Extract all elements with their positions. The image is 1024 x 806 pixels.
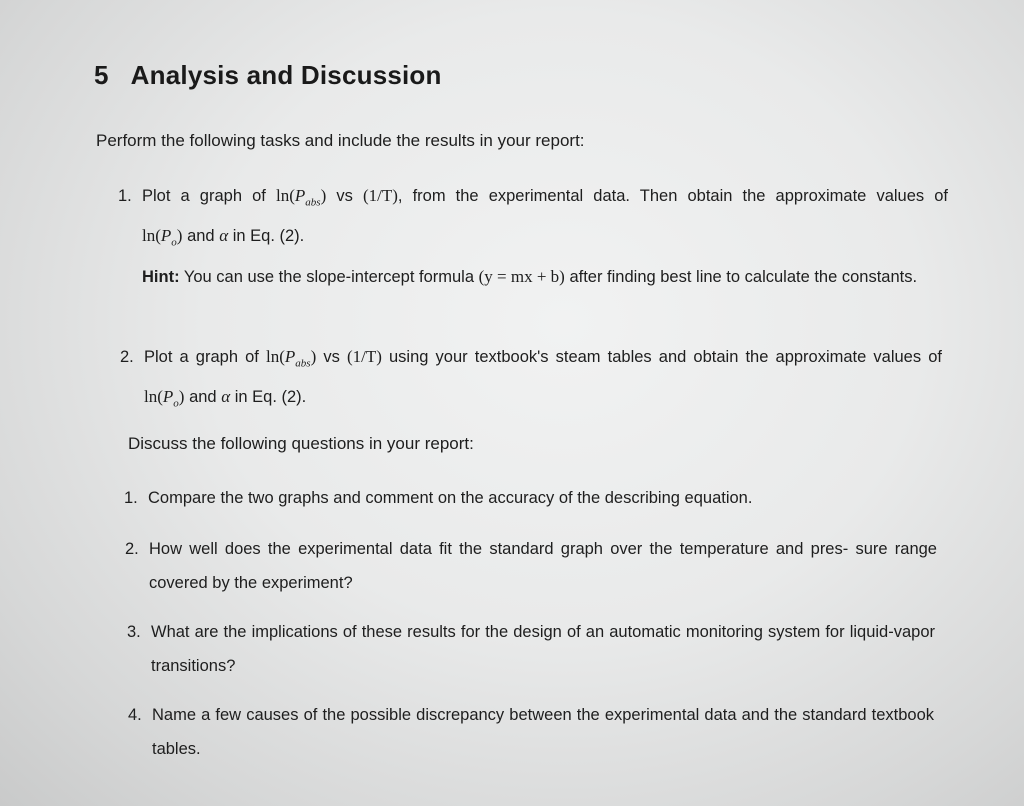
hint-block [142, 260, 942, 294]
math-ln-po: $\ln(P_o)$ [144, 387, 185, 410]
hint-text: You can use the slope-intercept formula [183, 267, 475, 286]
question-number: 3. [127, 623, 141, 641]
task-text: and [189, 388, 217, 407]
question-number: 2. [125, 540, 139, 558]
math-ln-po: $\ln(P_o)$ [142, 226, 183, 249]
task-text: vs [323, 348, 340, 366]
math-inv-t: (1/T) [362, 186, 398, 205]
task-text: in Eq. (2). [234, 388, 307, 407]
task-text: vs [336, 187, 353, 205]
section-heading [94, 60, 442, 91]
math-ln-pabs: $\ln(P_{abs})$ [275, 186, 327, 209]
question-item-3 [127, 615, 935, 683]
task-text: Plot a graph of [142, 187, 266, 205]
question-number: 4. [128, 706, 142, 724]
task-line [144, 380, 942, 420]
math-alpha: α [221, 387, 231, 407]
question-text: How well does the experimental data fit the standard graph over the temperature and pres- sure range covered by the experiment? [149, 540, 937, 592]
question-text: Compare the two graphs and comment on the accuracy of the describing equation. [148, 489, 753, 507]
math-inv-t: (1/T) [346, 347, 382, 366]
task-number: 2. [120, 348, 134, 366]
question-item-1 [124, 481, 924, 515]
question-item-2 [125, 532, 937, 600]
task-body [142, 179, 948, 294]
task-line [142, 219, 948, 259]
task-body [144, 340, 942, 421]
math-alpha: α [219, 226, 229, 246]
math-ln-pabs: $\ln(P_{abs})$ [265, 347, 317, 370]
task-line [144, 340, 942, 380]
section-title: Analysis and Discussion [130, 60, 442, 90]
task-text: in Eq. (2). [232, 227, 305, 246]
hint-text: after finding best line to calculate the constants. [569, 267, 918, 286]
question-text: Name a few causes of the possible discrepancy between the experimental data and the standard textbook tables. [152, 706, 934, 758]
task-text: Plot a graph of [144, 348, 259, 366]
question-item-4 [128, 698, 934, 766]
task-number: 1. [118, 187, 132, 205]
task-text: , from the experimental data. Then obtain the approximate values of [397, 187, 949, 205]
task-text: and [187, 227, 215, 246]
task-item-2 [120, 340, 942, 421]
math-slope-formula: (y = mx + b) [478, 266, 565, 286]
question-text: What are the implications of these results for the design of an automatic monitoring system for liquid-vapor transitions? [151, 623, 935, 675]
task-line [142, 179, 948, 219]
discuss-intro: Discuss the following questions in your report: [128, 434, 474, 453]
intro-text: Perform the following tasks and include the results in your report: [96, 131, 585, 150]
task-item-1 [118, 179, 948, 294]
section-number: 5 [94, 60, 109, 90]
hint-label: Hint: [142, 267, 180, 286]
task-text: using your textbook's steam tables and obtain the approximate values of [389, 348, 942, 366]
question-number: 1. [124, 489, 138, 507]
